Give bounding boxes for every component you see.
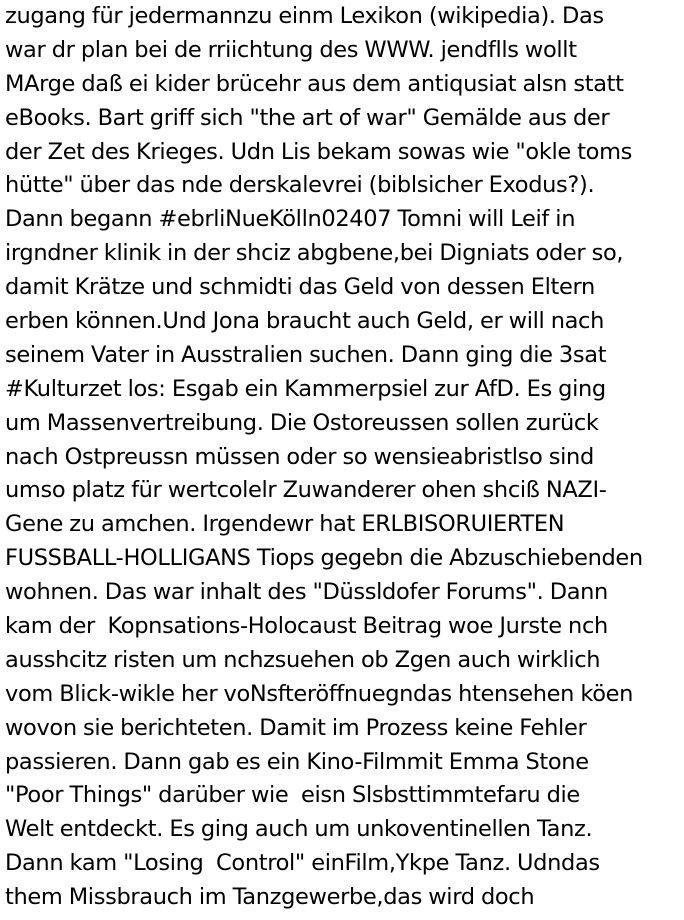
text-line: kam der Kopnsations-Holocaust Beitrag woe Jurste nch — [5, 613, 608, 640]
text-line: hütte" über das nde derskalevrei (biblsicher Exodus?). — [5, 172, 595, 199]
text-line: damit Krätze und schmidti das Geld von dessen Eltern — [5, 274, 595, 301]
text-line: Dann kam "Losing Control" einFilm,Ykpe Tanz. Udndas — [5, 850, 600, 877]
text-line: um Massenvertreibung. Die Ostoreussen sollen zurück — [5, 409, 599, 436]
text-line: umso platz für wertcolelr Zuwanderer ohen shciß NAZI- — [5, 477, 607, 504]
text-line: them Missbrauch im Tanzgewerbe,das wird doch — [5, 884, 535, 911]
text-line: seinem Vater in Ausstralien suchen. Dann ging die 3sat — [5, 341, 607, 368]
text-line: Welt entdeckt. Es ging auch um unkoventinellen Tanz. — [5, 816, 593, 843]
text-line: erben können.Und Jona braucht auch Geld, er will nach — [5, 308, 604, 335]
text-line: FUSSBALL-HOLLIGANS Tiops gegebn die Abzuschiebenden — [5, 545, 643, 572]
text-line: der Zet des Krieges. Udn Lis bekam sowas wie "okle toms — [5, 138, 633, 165]
text-line: vom Blick-wikle her voNsfteröffnuegndas htensehen köen — [5, 680, 634, 707]
text-line: "Poor Things" darüber wie eisn Slsbsttimmtefaru die — [5, 782, 580, 809]
text-line: zugang für jedermannzu einm Lexikon (wikipedia). Das — [5, 3, 604, 29]
text-line: irgndner klinik in der shciz abgbene,bei Digniats oder so, — [5, 240, 624, 267]
text-line: #Kulturzet los: Esgab ein Kammerpsiel zur AfD. Es ging — [5, 375, 606, 402]
text-line: nach Ostpreussn müssen oder so wensieabristlso sind — [5, 443, 594, 470]
text-line: passieren. Dann gab es ein Kino-Filmmit Emma Stone — [5, 748, 589, 775]
text-line: wohnen. Das war inhalt des "Düssldofer Forums". Dann — [5, 579, 608, 606]
text-line: MArge daß ei kider brücehr aus dem antiqusiat alsn statt — [5, 70, 624, 97]
text-line: Dann begann #ebrliNueKölln02407 Tomni will Leif in — [5, 206, 576, 233]
text-line: war dr plan bei de rriichtung des WWW. jendflls wollt — [5, 36, 577, 63]
text-line: eBooks. Bart griff sich "the art of war" Gemälde aus der — [5, 104, 610, 131]
text-line: ausshcitz risten um nchzsuehen ob Zgen auch wirklich — [5, 646, 601, 673]
text-line: wovon sie berichteten. Damit im Prozess keine Fehler — [5, 714, 587, 741]
document-body — [5, 0, 684, 915]
text-line: Gene zu amchen. Irgendewr hat ERLBISORUIERTEN — [5, 511, 565, 538]
